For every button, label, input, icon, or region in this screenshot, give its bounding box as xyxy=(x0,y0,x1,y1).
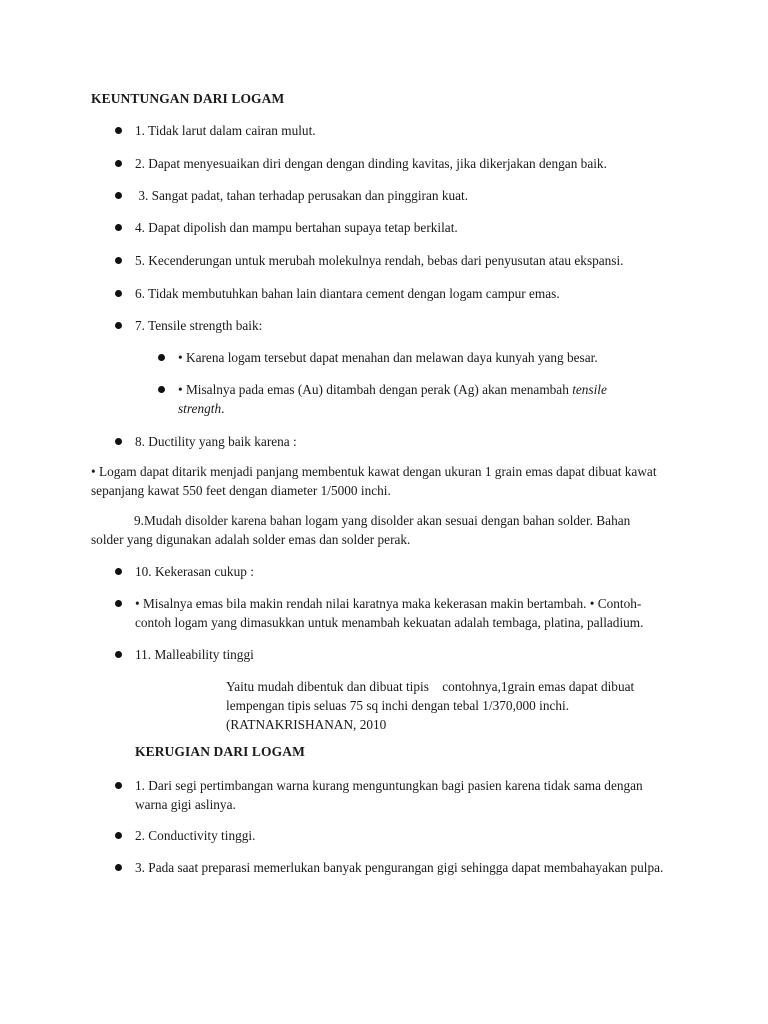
bullet-icon xyxy=(115,864,122,871)
list-item-text: • Misalnya emas bila makin rendah nilai karatnya maka kekerasan makin bertambah. • Contoh-contoh logam yang dimasukkan untuk menambah kekuatan adalah tembaga, platina, palladium. xyxy=(135,596,644,630)
heading-keuntungan: KEUNTUNGAN DARI LOGAM xyxy=(91,91,285,106)
list-item xyxy=(115,316,670,335)
list-item-text: 7. Tensile strength baik: xyxy=(135,318,263,333)
malleability-detail: Yaitu mudah dibentuk dan dibuat tipis contohnya,1grain emas dapat dibuat lempengan tipis seluas 75 sq inchi dengan tebal 1/370,000 inchi. (RATNAKRISHANAN, 2010 xyxy=(226,679,638,732)
list-item xyxy=(115,186,670,205)
list-item-text: 2. Dapat menyesuaikan diri dengan dengan dinding kavitas, jika dikerjakan dengan baik. xyxy=(135,156,607,171)
list-item-text: 3. Sangat padat, tahan terhadap perusakan dan pinggiran kuat. xyxy=(135,188,469,203)
bullet-icon xyxy=(115,224,122,231)
sub-list-item-text xyxy=(178,380,648,418)
list-item xyxy=(115,251,670,270)
list-item-text: 10. Kekerasan cukup : xyxy=(135,564,254,579)
bullet-icon xyxy=(115,322,122,329)
sub-item-end: . xyxy=(221,401,225,416)
sub-list-item xyxy=(158,348,648,367)
list-item-text: 1. Dari segi pertimbangan warna kurang menguntungkan bagi pasien karena tidak sama dengan warna gigi aslinya. xyxy=(135,778,643,812)
bullet-icon xyxy=(115,192,122,199)
paragraph-solder: 9.Mudah disolder karena bahan logam yang disolder akan sesuai dengan bahan solder. Bahan solder yang digunakan adalah solder emas dan solder perak. xyxy=(91,513,631,547)
list-item-text: 11. Malleability tinggi xyxy=(135,647,254,662)
bullet-icon xyxy=(115,568,122,575)
bullet-icon xyxy=(115,600,122,607)
list-item xyxy=(115,776,670,814)
list-item-text: 5. Kecenderungan untuk merubah molekulnya rendah, bebas dari penyusutan atau ekspansi. xyxy=(135,253,624,268)
list-item-text: 8. Ductility yang baik karena : xyxy=(135,434,297,449)
bullet-icon xyxy=(158,386,165,393)
list-item-text: 4. Dapat dipolish dan mampu bertahan supaya tetap berkilat. xyxy=(135,220,458,235)
list-item-text: 6. Tidak membutuhkan bahan lain diantara cement dengan logam campur emas. xyxy=(135,286,560,301)
list-item xyxy=(115,218,670,237)
bullet-icon xyxy=(115,127,122,134)
list-item xyxy=(115,645,670,664)
italic-term: tensile strength xyxy=(178,382,607,416)
bullet-icon xyxy=(115,290,122,297)
bullet-icon xyxy=(115,832,122,839)
list-item xyxy=(115,432,670,451)
bullet-icon xyxy=(158,354,165,361)
sub-list-item-text: • Karena logam tersebut dapat menahan dan melawan daya kunyah yang besar. xyxy=(178,350,598,365)
paragraph-logam: • Logam dapat ditarik menjadi panjang membentuk kawat dengan ukuran 1 grain emas dapat dibuat kawat sepanjang kawat 550 feet dengan diameter 1/5000 inchi. xyxy=(91,464,657,498)
list-item xyxy=(115,121,670,140)
list-item xyxy=(115,594,670,632)
bullet-icon xyxy=(115,257,122,264)
bullet-icon xyxy=(115,160,122,167)
list-item xyxy=(115,284,670,303)
heading-kerugian: KERUGIAN DARI LOGAM xyxy=(135,744,305,759)
list-item xyxy=(115,858,670,877)
sub-list-item xyxy=(158,380,648,418)
bullet-icon xyxy=(115,438,122,445)
list-item xyxy=(115,154,670,173)
sub-item-text: • Misalnya pada emas (Au) ditambah dengan perak (Ag) akan menambah xyxy=(178,382,573,397)
list-item-text: 2. Conductivity tinggi. xyxy=(135,828,256,843)
list-item-text: 3. Pada saat preparasi memerlukan banyak pengurangan gigi sehingga dapat membahayakan pulpa. xyxy=(135,860,664,875)
bullet-icon xyxy=(115,782,122,789)
list-item-text: 1. Tidak larut dalam cairan mulut. xyxy=(135,123,316,138)
list-item xyxy=(115,826,670,845)
list-item xyxy=(115,562,670,581)
bullet-icon xyxy=(115,651,122,658)
